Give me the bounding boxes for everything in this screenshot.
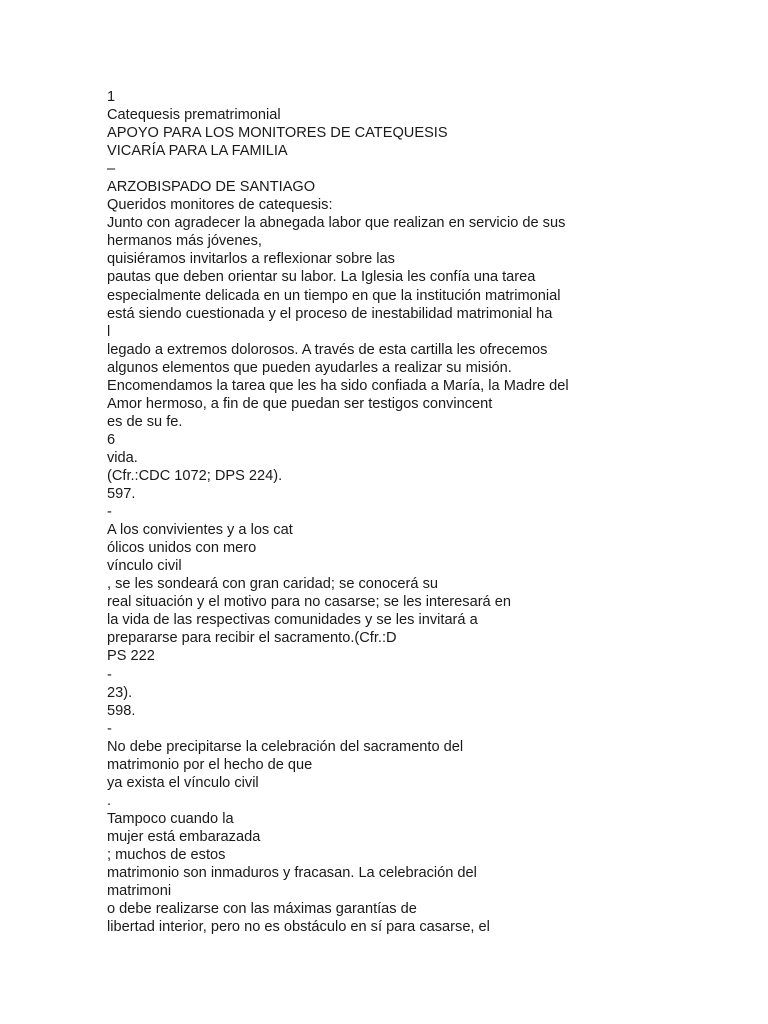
text-line: ; muchos de estos [107, 846, 226, 863]
text-line: quisiéramos invitarlos a reflexionar sobre las [107, 251, 395, 268]
text-line: A los convivientes y a los cat [107, 522, 293, 539]
text-line: especialmente delicada en un tiempo en que la institución matrimonial [107, 287, 561, 304]
document-page [107, 88, 747, 936]
text-line: Encomendamos la tarea que les ha sido confiada a María, la Madre del [107, 377, 569, 394]
text-line: 6 [107, 431, 116, 448]
text-line: , se les sondeará con gran caridad; se conocerá su [107, 576, 438, 593]
text-line: Tampoco cuando la [107, 810, 234, 827]
text-line: matrimonio son inmaduros y fracasan. La celebración del [107, 865, 477, 882]
salutation: Queridos monitores de catequesis: [107, 197, 333, 214]
arzobispado-heading: ARZOBISPADO DE SANTIAGO [107, 179, 316, 196]
text-line: l [107, 323, 111, 340]
dash-separator: - [107, 504, 112, 521]
citation-line: PS 222 [107, 648, 155, 665]
paragraph-number: 597. [107, 486, 136, 503]
text-line: o debe realizarse con las máximas garantías de [107, 901, 417, 918]
text-line: libertad interior, pero no es obstáculo en sí para casarse, el [107, 919, 490, 936]
text-line: real situación y el motivo para no casarse; se les interesará en [107, 594, 511, 611]
text-line: la vida de las respectivas comunidades y se les invitará a [107, 612, 478, 629]
text-line: Amor hermoso, a fin de que puedan ser testigos convincent [107, 395, 493, 412]
dash-separator: - [107, 720, 112, 737]
text-line: matrimoni [107, 883, 172, 900]
text-line: prepararse para recibir el sacramento.(Cfr.:D [107, 630, 397, 647]
citation-line: (Cfr.:CDC 1072; DPS 224). [107, 467, 283, 484]
text-line: vínculo civil [107, 558, 182, 575]
text-line: ólicos unidos con mero [107, 540, 257, 557]
paragraph-number: 598. [107, 702, 136, 719]
text-line: pautas que deben orientar su labor. La Iglesia les confía una tarea [107, 269, 536, 286]
text-line: hermanos más jóvenes, [107, 233, 262, 250]
text-line: . [107, 792, 112, 809]
dash-separator: - [107, 666, 112, 683]
text-line: No debe precipitarse la celebración del sacramento del [107, 738, 464, 755]
text-line: algunos elementos que pueden ayudarles a realizar su misión. [107, 359, 512, 376]
page-number: 1 [107, 89, 116, 105]
document-title: Catequesis prematrimonial [107, 107, 281, 124]
text-line: Junto con agradecer la abnegada labor que realizan en servicio de sus [107, 215, 566, 232]
text-line: es de su fe. [107, 413, 183, 430]
citation-line: 23). [107, 684, 133, 701]
document-subtitle: APOYO PARA LOS MONITORES DE CATEQUESIS [107, 125, 448, 142]
text-line: está siendo cuestionada y el proceso de inestabilidad matrimonial ha [107, 305, 553, 322]
dash-separator: – [107, 161, 116, 178]
text-line: mujer está embarazada [107, 828, 261, 845]
text-line: legado a extremos dolorosos. A través de esta cartilla les ofrecemos [107, 341, 548, 358]
text-line: matrimonio por el hecho de que [107, 756, 313, 773]
vicaria-heading: VICARÍA PARA LA FAMILIA [107, 143, 288, 160]
text-line: ya exista el vínculo civil [107, 774, 259, 791]
text-line: vida. [107, 449, 138, 466]
